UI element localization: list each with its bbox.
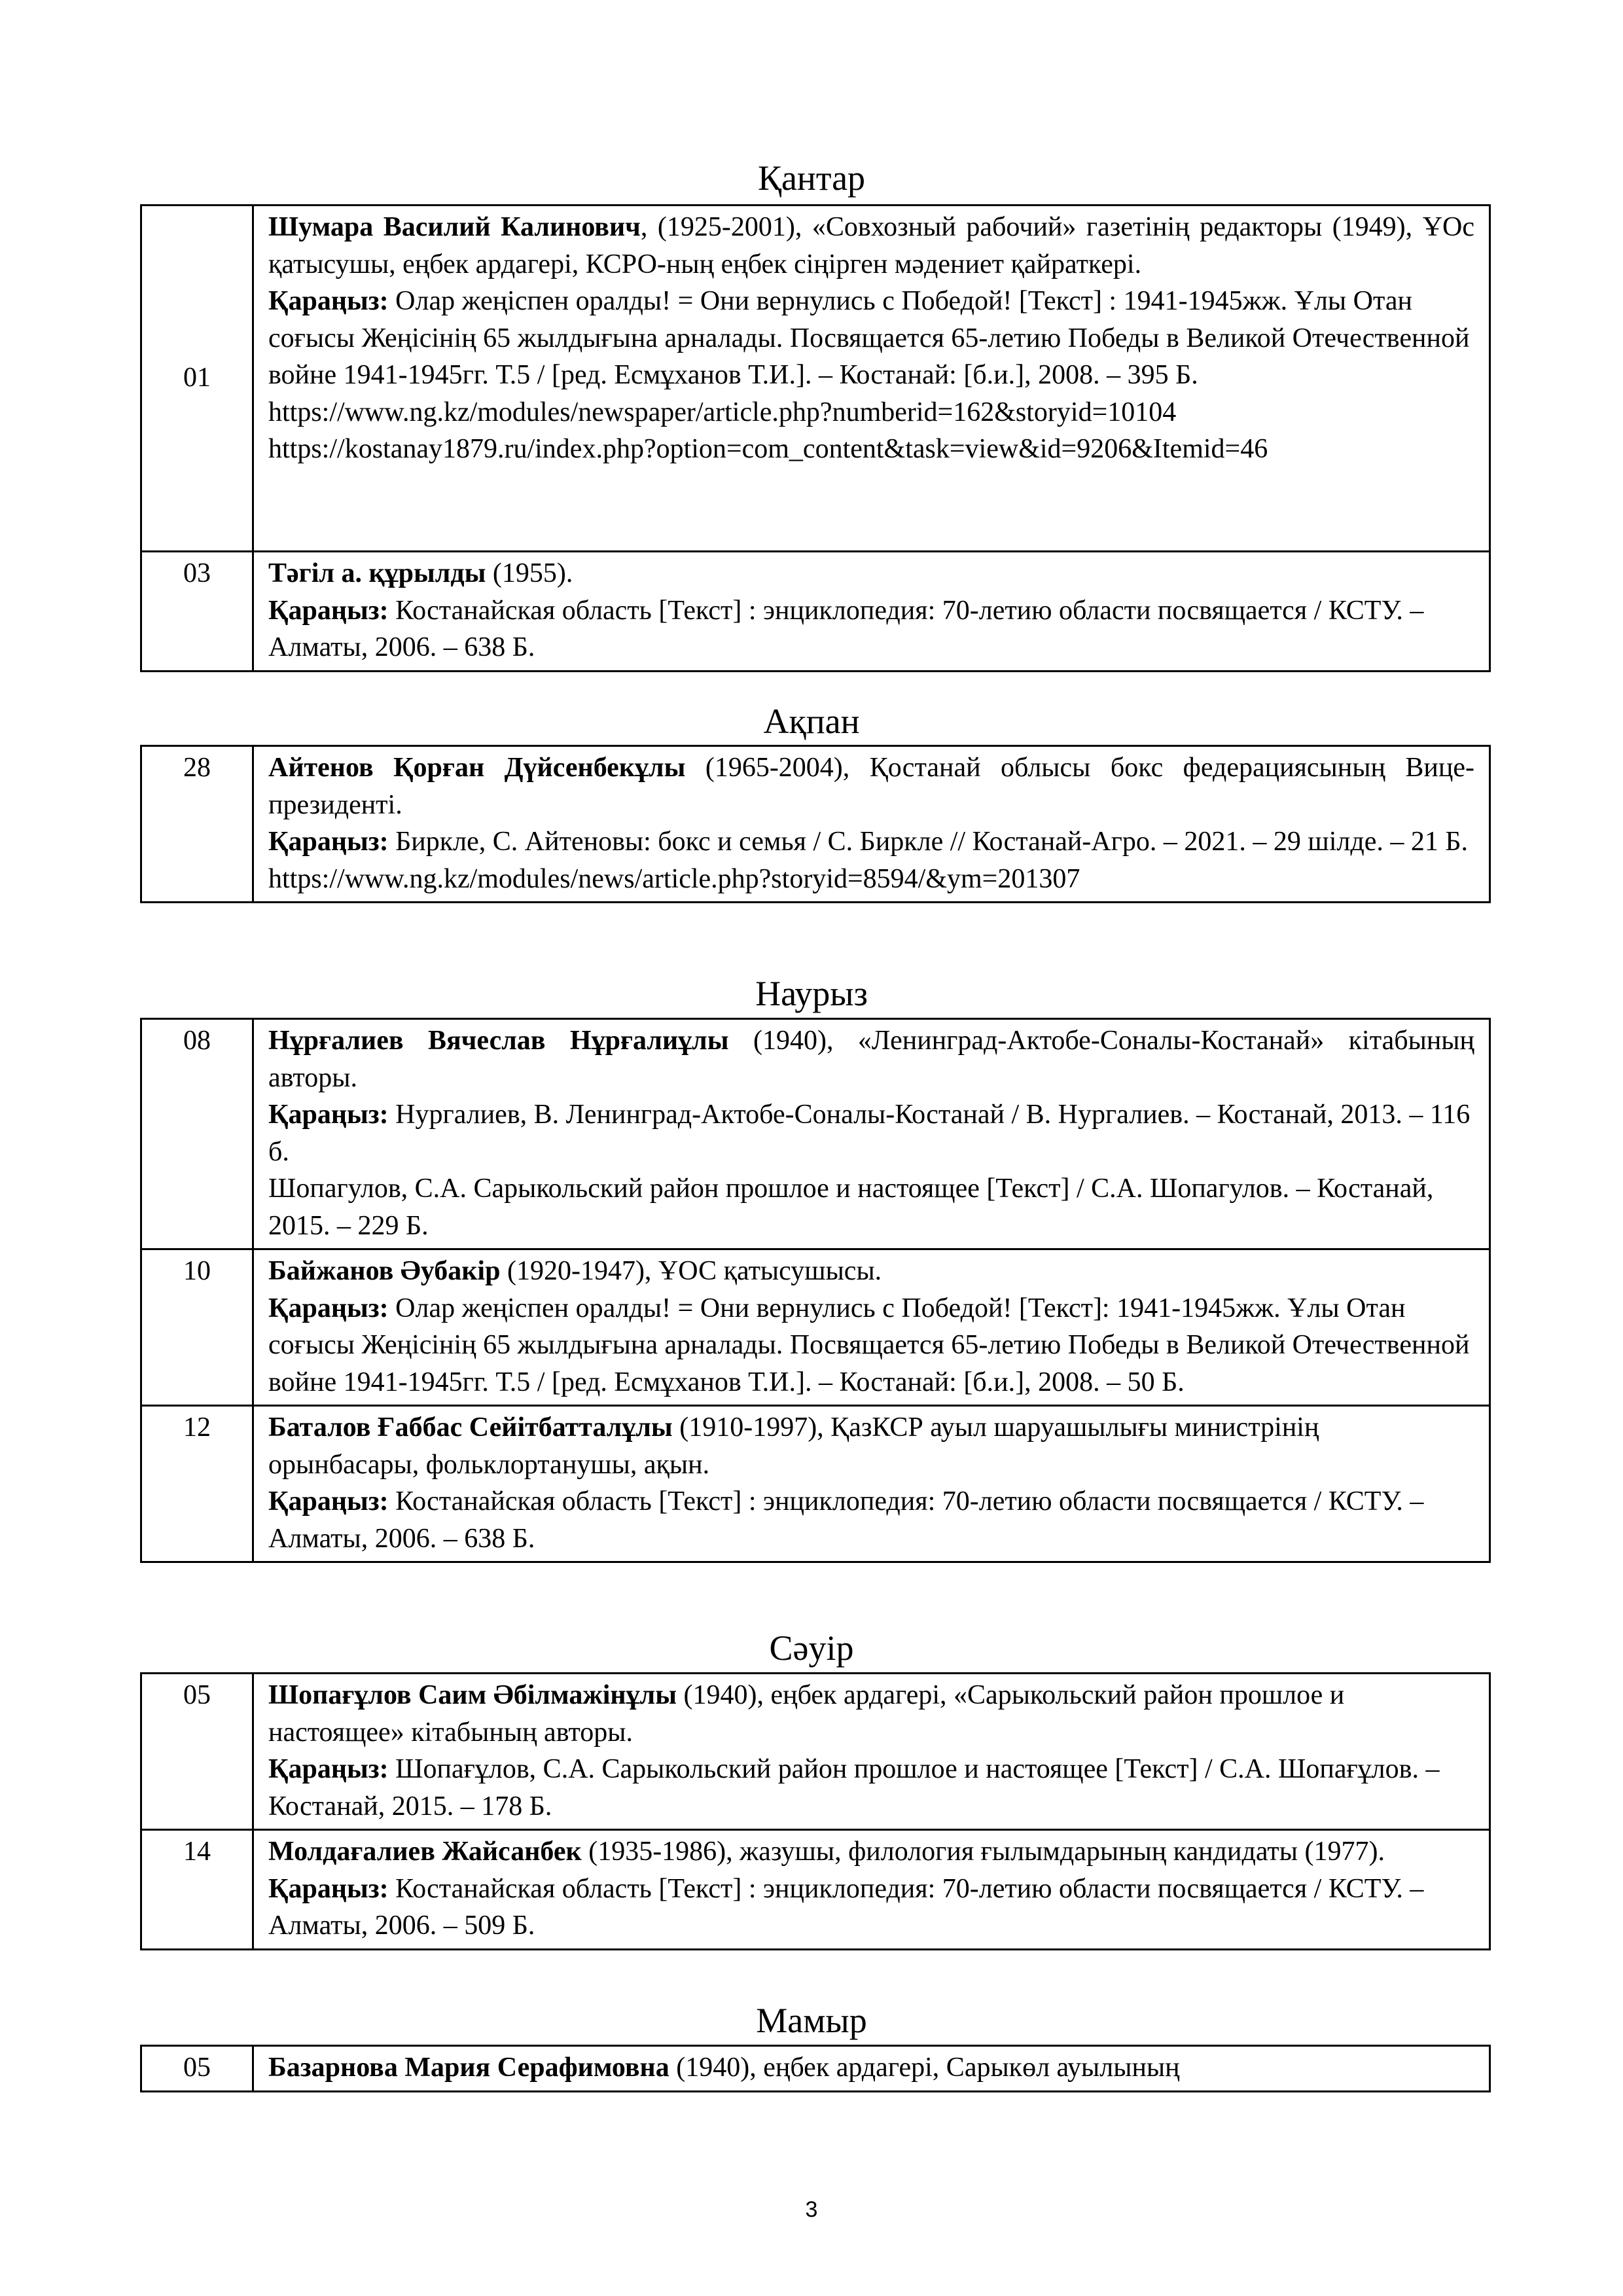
- entry-cell: [253, 1019, 1490, 1249]
- entry-cell: [253, 206, 1490, 552]
- entry-cell: [253, 1249, 1490, 1406]
- entry-description: [268, 1022, 1474, 1096]
- entry-cell: [253, 2046, 1490, 2092]
- reference: [268, 823, 1474, 861]
- see-label: Қараңыз:: [268, 1873, 389, 1904]
- month-table: [140, 204, 1491, 672]
- person-name: Баталов Ғаббас Сейітбатталұлы: [268, 1412, 673, 1443]
- month-heading: Наурыз: [755, 974, 868, 1013]
- reference: [268, 1483, 1474, 1557]
- entry-description: [268, 1409, 1474, 1483]
- entry-description: [268, 1677, 1474, 1751]
- reference-text: Костанайская область [Текст] : энциклопедия: 70-летию области посвящается / КСТУ. – Алматы, 2006. – 638 Б.: [268, 1486, 1424, 1554]
- person-name: Айтенов Қорған Дүйсенбекұлы: [268, 753, 686, 783]
- reference-link[interactable]: https://kostanay1879.ru/index.php?option=com_content&task=view&id=9206&Itemid=46: [268, 434, 1268, 464]
- reference: [268, 592, 1474, 666]
- page-number: 3: [805, 2197, 818, 2222]
- month-heading: Қантар: [757, 158, 866, 198]
- entry-details: (1935-1986), жазушы, филология ғылымдарының кандидаты (1977).: [581, 1837, 1385, 1867]
- person-name: Шопағұлов Саим Әбілмажінұлы: [268, 1680, 677, 1710]
- month-table: [140, 1672, 1491, 1950]
- person-name: Байжанов Әубакір: [268, 1256, 501, 1286]
- entry-description: [268, 749, 1474, 823]
- see-label: Қараңыз:: [268, 1486, 389, 1516]
- table-row: [141, 1674, 1490, 1830]
- person-name: Молдағалиев Жайсанбек: [268, 1837, 582, 1867]
- entry-description: [268, 1253, 1474, 1290]
- reference-link[interactable]: https://www.ng.kz/modules/newspaper/article.php?numberid=162&storyid=10104: [268, 397, 1177, 427]
- see-label: Қараңыз:: [268, 827, 389, 857]
- month-table: [140, 1018, 1491, 1563]
- table-row: [141, 2046, 1490, 2092]
- month-heading: Ақпан: [763, 702, 860, 741]
- entry-cell: [253, 746, 1490, 903]
- entry-details: (1910-1997), ҚазКСР ауыл шаруашылығы министрінің орынбасары, фольклортанушы, ақын.: [268, 1412, 1319, 1480]
- reference-text: Костанайская область [Текст] : энциклопедия: 70-летию области посвящается / КСТУ. – Алматы, 2006. – 509 Б.: [268, 1873, 1424, 1941]
- entry-details: (1940), «Ленинград-Актобе-Соналы-Костанай» кітабының авторы.: [268, 1026, 1474, 1093]
- reference-text: Шопагулов, С.А. Сарыкольский район прошлое и настоящее [Текст] / С.А. Шопагулов. – Костанай, 2015. – 229 Б.: [268, 1174, 1434, 1241]
- reference-text: Шопағұлов, С.А. Сарыкольский район прошлое и настоящее [Текст] / С.А. Шопағұлов. – Костанай, 2015. – 178 Б.: [268, 1754, 1440, 1821]
- entry-details: (1955).: [486, 558, 573, 588]
- table-row: [141, 206, 1490, 552]
- day-cell: 01: [141, 206, 253, 552]
- month-heading: Мамыр: [756, 2001, 867, 2040]
- entry-cell: [253, 552, 1490, 672]
- day-cell: 14: [141, 1830, 253, 1950]
- reference-text: Биркле, С. Айтеновы: бокс и семья / С. Биркле // Костанай-Агро. – 2021. – 29 шілде. – 21 Б.: [395, 827, 1468, 857]
- table-row: [141, 552, 1490, 672]
- month-heading: Сәуір: [769, 1628, 854, 1668]
- entry-details: (1920-1947), ҰОС қатысушысы.: [500, 1256, 882, 1286]
- table-row: [141, 1019, 1490, 1249]
- day-cell: 12: [141, 1406, 253, 1562]
- entry-cell: [253, 1830, 1490, 1950]
- entry-description: [268, 2049, 1474, 2087]
- day-cell: 05: [141, 1674, 253, 1830]
- person-name: Базарнова Мария Серафимовна: [268, 2053, 669, 2083]
- table-row: [141, 1406, 1490, 1562]
- see-label: Қараңыз:: [268, 286, 389, 316]
- entry-description: [268, 209, 1474, 283]
- day-cell: 28: [141, 746, 253, 903]
- reference: [268, 1751, 1474, 1825]
- entry-details: (1940), еңбек ардагері, «Сарыкольский район прошлое и настоящее» кітабының авторы.: [268, 1680, 1345, 1748]
- entry-cell: [253, 1406, 1490, 1562]
- table-row: [141, 1830, 1490, 1950]
- see-label: Қараңыз:: [268, 1754, 389, 1784]
- reference: [268, 1871, 1474, 1945]
- month-table: [140, 2045, 1491, 2092]
- reference-text: Костанайская область [Текст] : энциклопедия: 70-летию области посвящается / КСТУ. – Алматы, 2006. – 638 Б.: [268, 595, 1424, 662]
- table-row: [141, 746, 1490, 903]
- reference: [268, 1096, 1474, 1170]
- month-table: [140, 745, 1491, 903]
- day-cell: 08: [141, 1019, 253, 1249]
- entry-description: [268, 555, 1474, 592]
- day-cell: 05: [141, 2046, 253, 2092]
- reference: [268, 283, 1474, 394]
- reference-text: Нургалиев, В. Ленинград-Актобе-Соналы-Костанай / В. Нургалиев. – Костанай, 2013. – 116 б.: [268, 1100, 1471, 1167]
- entry-details: (1940), еңбек ардагері, Сарыкөл ауылының: [669, 2053, 1180, 2083]
- entry-details: , (1925-2001), «Совхозный рабочий» газетінің редакторы (1949), ҰОс қатысушы, еңбек ардагері, КСРО-ның еңбек сіңірген мәдениет қайраткері.: [268, 212, 1474, 279]
- reference-text: Олар жеңіспен оралды! = Они вернулись с Победой! [Текст]: 1941-1945жж. Ұлы Отан соғысы Жеңісінің 65 жылдығына арналады. Посвящается 65-летию Победы в Великой Отечественной войне 1941-1945гг. Т.5 / [ред. Есмұханов Т.И.]. – Костанай: [б.и.], 2008. – 50 Б.: [268, 1293, 1470, 1397]
- reference-link[interactable]: https://www.ng.kz/modules/news/article.php?storyid=8594/&ym=201307: [268, 863, 1080, 894]
- person-name: Шумара Василий Калинович: [268, 212, 641, 242]
- reference-text: Олар жеңіспен оралды! = Они вернулись с Победой! [Текст] : 1941-1945жж. Ұлы Отан соғысы Жеңісінің 65 жылдығына арналады. Посвящается 65-летию Победы в Великой Отечественной войне 1941-1945гг. Т.5 / [ред. Есмұханов Т.И.]. – Костанай: [б.и.], 2008. – 395 Б.: [268, 286, 1470, 390]
- entry-cell: [253, 1674, 1490, 1830]
- entry-details: (1965-2004), Қостанай облысы бокс федерациясының Вице-президенті.: [268, 753, 1474, 820]
- day-cell: 10: [141, 1249, 253, 1406]
- person-name: Нұрғалиев Вячеслав Нұрғалиұлы: [268, 1026, 729, 1056]
- table-row: [141, 1249, 1490, 1406]
- see-label: Қараңыз:: [268, 595, 389, 626]
- entry-description: [268, 1833, 1474, 1871]
- day-cell: 03: [141, 552, 253, 672]
- reference: [268, 1290, 1474, 1401]
- event-name: Тәгіл а. құрылды: [268, 558, 486, 588]
- see-label: Қараңыз:: [268, 1293, 389, 1323]
- see-label: Қараңыз:: [268, 1100, 389, 1130]
